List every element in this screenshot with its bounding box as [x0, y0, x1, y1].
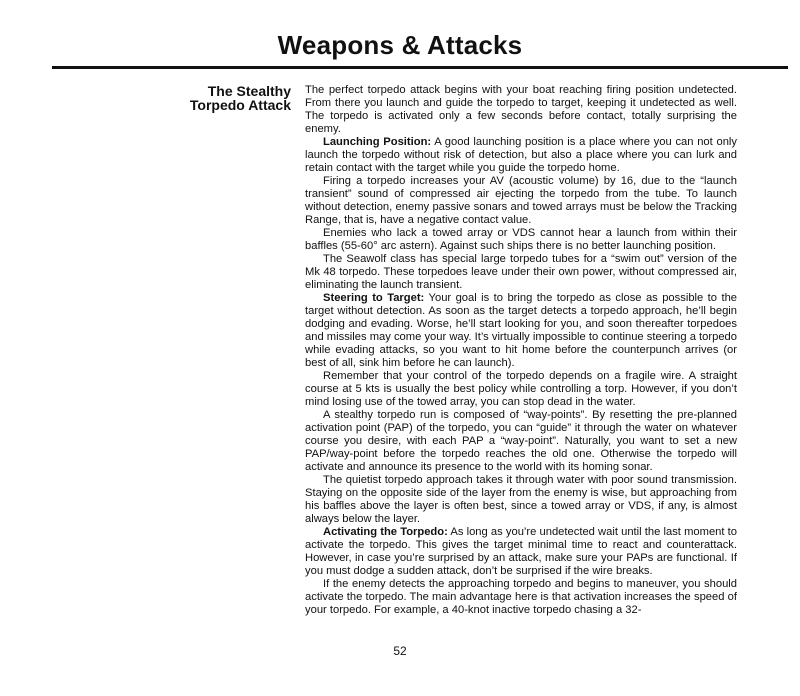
paragraph: [305, 409, 737, 474]
paragraph: [305, 136, 737, 175]
body-text: [305, 84, 737, 617]
paragraph-lead: Activating the Torpedo:: [323, 526, 448, 538]
paragraph: [305, 578, 737, 617]
section-heading: [150, 84, 291, 112]
paragraph-lead: Launching Position:: [323, 136, 432, 148]
paragraph-text: The perfect torpedo attack begins with your boat reaching firing position undetected. From there you launch and guide the torpedo to target, keeping it undetected as well. The torpedo is activated only a few seconds before contact, totally surprising the enemy.: [305, 84, 737, 135]
paragraph: [305, 292, 737, 370]
section-heading-line-2: Torpedo Attack: [189, 97, 291, 113]
title-divider: [52, 66, 788, 69]
paragraph-text: Enemies who lack a towed array or VDS cannot hear a launch from within their baffles (55-60° arc astern). Against such ships there is no better launching position.: [305, 227, 737, 252]
paragraph: [305, 370, 737, 409]
paragraph-text: Your goal is to bring the torpedo as close as possible to the target without detection. As soon as the target detects a torpedo approach, he’ll begin dodging and evading. Worse, he’ll start looking for you, and soon thereafter torpedoes and missiles may come your way. It’s virtually impossible to continue steering a torpedo while evading attacks, so you want to hit home before the counterpunch arrives (or best of all, sink him before he can launch).: [305, 292, 738, 369]
paragraph: [305, 474, 737, 526]
paragraph: [305, 253, 737, 292]
page-number: 52: [393, 644, 407, 658]
paragraph-text: As long as you’re undetected wait until the last moment to activate the torpedo. This gives the target minimal time to react and counterattack. However, in case you’re surprised by an attack, make sure your PAPs are functional. If you must dodge a sudden attack, don’t be surprised if the wire breaks.: [305, 526, 737, 577]
paragraph: [305, 175, 737, 227]
paragraph-text: A stealthy torpedo run is composed of “way-points”. By resetting the pre-planned activation point (PAP) of the torpedo, you can “guide” it through the water on whatever course you desire, with each PAP a “way-point”. Naturally, you want to set a new PAP/way-point before the torpedo reaches the old one. Otherwise the torpedo will activate and announce its presence to the world with its homing sonar.: [305, 409, 737, 473]
paragraph: [305, 526, 737, 578]
paragraph-text: The quietist torpedo approach takes it through water with poor sound transmission. Staying on the opposite side of the layer from the enemy is wise, but approaching from his baffles above the layer is often best, since a towed array or VDS, if any, is almost always below the layer.: [305, 474, 737, 525]
paragraph-lead: Steering to Target:: [323, 292, 425, 304]
paragraph: [305, 227, 737, 253]
section-heading-line-1: The Stealthy: [207, 83, 291, 99]
paragraph-text: If the enemy detects the approaching torpedo and begins to maneuver, you should activate the torpedo. The main advantage here is that activation increases the speed of your torpedo. For example, a 40-knot inactive torpedo chasing a 32-: [305, 578, 737, 616]
paragraph-text: Firing a torpedo increases your AV (acoustic volume) by 16, due to the “launch transient” sound of compressed air ejecting the torpedo from the tube. To launch without detection, enemy passive sonars and towed arrays must be below the Tracking Range, that is, have a negative contact value.: [305, 175, 737, 226]
paragraph: [305, 84, 737, 136]
page-title: Weapons & Attacks: [277, 30, 523, 60]
paragraph-text: The Seawolf class has special large torpedo tubes for a “swim out” version of the Mk 48 torpedo. These torpedoes leave under their own power, without compressed air, eliminating the launch transient.: [305, 253, 737, 291]
paragraph-text: A good launching position is a place where you can not only launch the torpedo without risk of detection, but also a place where you can lurk and retain contact with the target while you guide the torpedo home.: [305, 136, 737, 174]
paragraph-text: Remember that your control of the torpedo depends on a fragile wire. A straight course at 5 kts is usually the best policy while controlling a torp. However, if you don’t mind losing use of the towed array, you can stop dead in the water.: [305, 370, 737, 408]
